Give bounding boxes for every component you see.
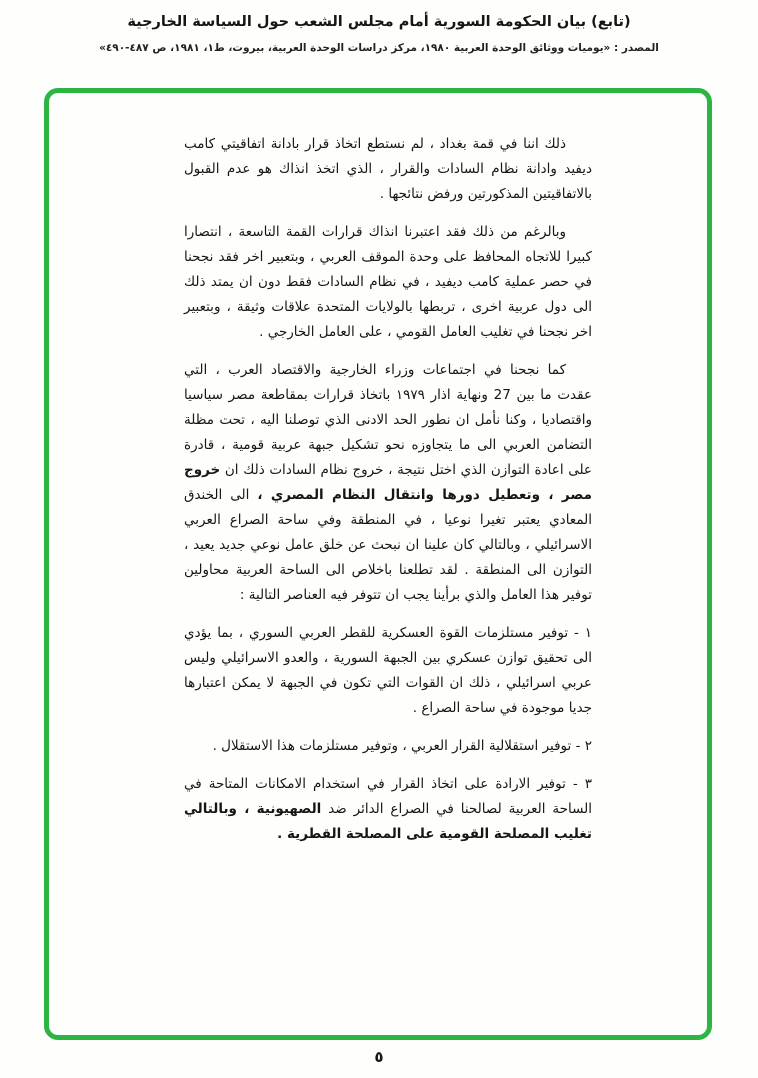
paragraph-3-text-start: كما نجحنا في اجتماعات وزراء الخارجية والاقتصاد العرب ، التي عقدت ما بين 27 ونهاية اذار ١٩٧٩ باتخاذ قرارات بمقاطعة مصر سياسيا واقتصاديا ، وكنا نأمل ان نطور الحد الادنى الذي توصلنا اليه ، تحت مظلة التضامن العربي الى ما يتجاوزه نحو تشكيل جبهة عربية قومية ، قادرة على اعادة التوازن الذي اختل نتيجة ، خروج نظام السادات ذلك ان [184, 362, 592, 478]
document-title: (تابع) بيان الحكومة السورية أمام مجلس الشعب حول السياسة الخارجية [127, 14, 631, 30]
source-line: المصدر : «يوميات ووثائق الوحدة العربية ١٩٨٠، مركز دراسات الوحدة العربية، بيروت، ط١، ١٩٨١، ص ٤٨٧-٤٩٠» [99, 42, 659, 54]
body-text [184, 132, 592, 847]
paragraph-3 [184, 358, 592, 608]
numbered-item-1: ١ - توفير مستلزمات القوة العسكرية للقطر العربي السوري ، بما يؤدي الى تحقيق توازن عسكري بين الجبهة السورية ، والعدو الاسرائيلي وليس عربي اسرائيلي ، ذلك ان القوات التي تكون في الجبهة لا يمكن اعتبارها جديا موجودة في ساحة الصراع . [184, 625, 592, 716]
numbered-item-3-emphasis: الصهيونية ، وبالتالي تغليب المصلحة القومية على المصلحة القطرية . [184, 801, 592, 842]
paragraph-2: وبالرغم من ذلك فقد اعتبرنا انذاك قرارات القمة التاسعة ، انتصارا كبيرا للاتجاه المحافظ على وحدة الموقف العربي ، وبتعبير اخر فقد نجحنا في حصر عملية كامب ديفيد ، في نظام السادات فقط دون ان يمتد ذلك الى دول عربية اخرى ، تربطها بالولايات المتحدة علاقات وثيقة ، وبتعبير اخر نجحنا في تغليب العامل القومي ، على العامل الخارجي . [184, 224, 592, 340]
numbered-item-2: ٢ - توفير استقلالية القرار العربي ، وتوفير مستلزمات هذا الاستقلال . [212, 738, 592, 754]
paragraph-3-text-end: الى الخندق المعادي يعتبر تغيرا نوعيا ، في المنطقة وفي ساحة الصراع العربي الاسرائيلي ، وبالتالي كان علينا ان نبحث عن خلق عامل نوعي جديد يعيد ، التوازن الى المنطقة . لقد تطلعنا باخلاص الى الساحة العربية محاولين توفير هذا العامل والذي برأينا يجب ان تتوفر فيه العناصر التالية : [184, 487, 592, 603]
paragraph-3-emphasis: خروج مصر ، وتعطيل دورها وانتقال النظام المصري ، [184, 462, 592, 503]
paragraph-1: ذلك اننا في قمة بغداد ، لم نستطع اتخاذ قرار بادانة اتفاقيتي كامب ديفيد وادانة نظام السادات والقرار ، الذي اتخذ انذاك هو عدم القبول بالاتفاقيتين المذكورتين ورفض نتائجها . [184, 136, 592, 202]
numbered-item-3 [184, 772, 592, 847]
numbered-item-3-text: ٣ - توفير الارادة على اتخاذ القرار في استخدام الامكانات المتاحة في الساحة العربية لصالحنا في الصراع الدائر ضد [184, 776, 592, 817]
page-number: ٥ [374, 1048, 384, 1066]
